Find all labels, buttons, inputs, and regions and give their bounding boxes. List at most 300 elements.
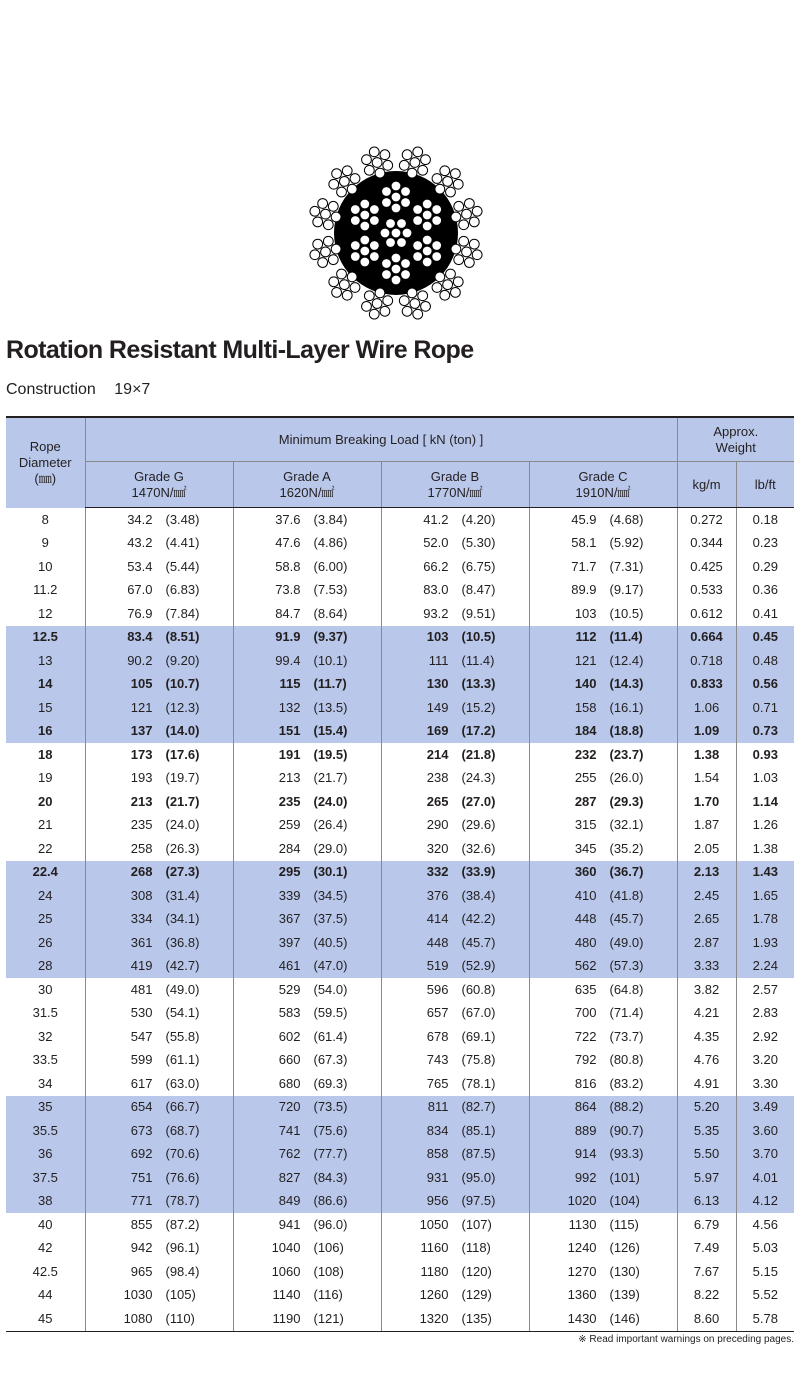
strand-wire bbox=[391, 264, 401, 274]
load-ton-value: (19.5) bbox=[313, 746, 348, 762]
load-ton-value: (78.1) bbox=[461, 1075, 496, 1091]
load-ton-value: (14.3) bbox=[609, 676, 644, 692]
load-ton-value: (83.2) bbox=[609, 1075, 644, 1091]
strand-wire bbox=[422, 199, 432, 209]
grade-c-load-cell bbox=[529, 908, 677, 932]
grade-a-load-cell bbox=[233, 1166, 381, 1190]
grade-c-load-cell bbox=[529, 1166, 677, 1190]
load-ton-value: (61.1) bbox=[165, 1052, 200, 1068]
load-ton-value: (55.8) bbox=[165, 1028, 200, 1044]
load-kn-value: 700 bbox=[574, 1005, 597, 1021]
grade-g-load-cell bbox=[85, 1143, 233, 1167]
strand-wire bbox=[422, 235, 432, 245]
strand-wire bbox=[339, 280, 349, 290]
grade-g-load-cell bbox=[85, 1260, 233, 1284]
grade-b-load-cell bbox=[381, 579, 529, 603]
load-ton-value: (64.8) bbox=[609, 981, 644, 997]
construction-label: Construction bbox=[6, 381, 96, 398]
grade-a-load-cell bbox=[233, 579, 381, 603]
load-ton-value: (82.7) bbox=[461, 1099, 496, 1115]
weight-lb-per-ft-cell: 3.70 bbox=[736, 1143, 794, 1167]
rope-diameter-cell: 28 bbox=[6, 955, 85, 979]
load-kn-value: 339 bbox=[278, 887, 301, 903]
load-kn-value: 811 bbox=[427, 1099, 449, 1115]
load-kn-value: 360 bbox=[574, 864, 597, 880]
load-kn-value: 37.6 bbox=[275, 511, 301, 527]
grade-b-load-cell bbox=[381, 1284, 529, 1308]
strand-wire bbox=[339, 176, 349, 186]
weight-kg-per-m-cell: 0.344 bbox=[677, 532, 736, 556]
grade-b-load-cell bbox=[381, 508, 529, 532]
strand-wire bbox=[360, 210, 370, 220]
grade-c-load-cell bbox=[529, 1143, 677, 1167]
strand-wire bbox=[337, 187, 347, 197]
load-ton-value: (87.5) bbox=[461, 1146, 496, 1162]
load-ton-value: (60.8) bbox=[461, 981, 496, 997]
strand-wire bbox=[364, 291, 374, 301]
grade-g-load-cell bbox=[85, 1119, 233, 1143]
load-ton-value: (16.1) bbox=[609, 699, 644, 715]
load-kn-value: 93.2 bbox=[423, 605, 449, 621]
load-kn-value: 235 bbox=[278, 793, 301, 809]
grade-g-load-cell bbox=[85, 673, 233, 697]
weight-kg-per-m-cell: 5.35 bbox=[677, 1119, 736, 1143]
table-row bbox=[6, 790, 794, 814]
load-ton-value: (96.1) bbox=[165, 1240, 200, 1256]
table-row bbox=[6, 1096, 794, 1120]
strand-wire bbox=[391, 228, 401, 238]
grade-c-load-cell bbox=[529, 1002, 677, 1026]
grade-c-load-cell bbox=[529, 532, 677, 556]
load-ton-value: (34.5) bbox=[313, 887, 348, 903]
load-kn-value: 941 bbox=[278, 1216, 301, 1232]
load-kn-value: 1180 bbox=[420, 1263, 449, 1279]
grade-a-load-cell bbox=[233, 978, 381, 1002]
weight-lb-per-ft-cell: 2.57 bbox=[736, 978, 794, 1002]
weight-lb-per-ft-cell: 1.03 bbox=[736, 767, 794, 791]
load-kn-value: 992 bbox=[574, 1169, 597, 1185]
load-kn-value: 792 bbox=[574, 1052, 597, 1068]
strand-wire bbox=[413, 252, 423, 262]
rope-diameter-cell: 35 bbox=[6, 1096, 85, 1120]
load-ton-value: (45.7) bbox=[609, 911, 644, 927]
load-ton-value: (101) bbox=[609, 1169, 640, 1185]
load-ton-value: (6.00) bbox=[313, 558, 348, 574]
weight-lb-per-ft-cell: 3.49 bbox=[736, 1096, 794, 1120]
grade-b-load-cell bbox=[381, 837, 529, 861]
rope-diameter-cell: 12 bbox=[38, 605, 53, 621]
load-kn-value: 889 bbox=[574, 1122, 597, 1138]
strand-wire bbox=[350, 216, 360, 226]
weight-kg-per-m-cell: 4.76 bbox=[677, 1049, 736, 1073]
load-kn-value: 376 bbox=[426, 887, 449, 903]
load-ton-value: (37.5) bbox=[313, 911, 348, 927]
load-kn-value: 99.4 bbox=[275, 652, 301, 668]
load-ton-value: (18.8) bbox=[609, 723, 644, 739]
strand-wire bbox=[432, 283, 442, 293]
load-ton-value: (49.0) bbox=[165, 981, 200, 997]
load-kn-value: 213 bbox=[130, 793, 153, 809]
grade-b-load-cell bbox=[381, 1166, 529, 1190]
strand-wire bbox=[369, 309, 379, 319]
strand-wire bbox=[402, 306, 412, 316]
grade-a-load-cell bbox=[233, 908, 381, 932]
table-row bbox=[6, 626, 794, 650]
strand-wire bbox=[410, 299, 420, 309]
rope-diameter-cell: 15 bbox=[6, 696, 85, 720]
table-row bbox=[6, 602, 794, 626]
table-row bbox=[6, 814, 794, 838]
load-ton-value: (8.47) bbox=[461, 582, 496, 598]
weight-lb-per-ft-cell: 1.14 bbox=[736, 790, 794, 814]
grade-g-load-cell bbox=[85, 1213, 233, 1237]
grade-c-load-cell bbox=[529, 837, 677, 861]
grade-g-load-cell bbox=[85, 908, 233, 932]
grade-g-load-cell bbox=[85, 602, 233, 626]
load-kn-value: 315 bbox=[574, 817, 597, 833]
load-kn-value: 332 bbox=[426, 864, 449, 880]
load-kn-value: 741 bbox=[278, 1122, 301, 1138]
load-kn-value: 308 bbox=[130, 887, 153, 903]
strand-wire bbox=[386, 238, 396, 248]
rope-diameter-cell: 38 bbox=[6, 1190, 85, 1214]
strand-wire bbox=[350, 283, 360, 293]
weight-lb-per-ft-cell: 0.36 bbox=[736, 579, 794, 603]
grade-b-load-cell bbox=[381, 790, 529, 814]
load-kn-value: 112 bbox=[575, 629, 597, 645]
grade-a-load-cell bbox=[233, 1237, 381, 1261]
load-ton-value: (17.6) bbox=[165, 746, 200, 762]
rope-diameter-cell: 32 bbox=[38, 1028, 53, 1044]
weight-lb-per-ft-cell: 0.73 bbox=[736, 720, 794, 744]
rope-cross-section-diagram bbox=[303, 140, 489, 326]
load-ton-value: (105) bbox=[165, 1287, 196, 1303]
wire-rope-spec-table bbox=[6, 416, 794, 1332]
load-ton-value: (15.2) bbox=[461, 699, 496, 715]
grade-a-load-cell bbox=[233, 532, 381, 556]
load-kn-value: 361 bbox=[130, 934, 153, 950]
load-ton-value: (10.5) bbox=[461, 629, 496, 645]
load-ton-value: (4.41) bbox=[165, 535, 200, 551]
table-row bbox=[6, 1307, 794, 1331]
load-ton-value: (61.4) bbox=[313, 1028, 348, 1044]
load-kn-value: 562 bbox=[574, 958, 597, 974]
rope-diameter-cell: 11.2 bbox=[33, 582, 58, 598]
load-ton-value: (80.8) bbox=[609, 1052, 644, 1068]
table-row bbox=[6, 1190, 794, 1214]
load-ton-value: (24.0) bbox=[165, 817, 200, 833]
table-row bbox=[6, 555, 794, 579]
load-ton-value: (36.8) bbox=[165, 934, 200, 950]
load-ton-value: (24.3) bbox=[461, 770, 496, 786]
weight-kg-per-m-cell: 7.49 bbox=[677, 1237, 736, 1261]
load-kn-value: 678 bbox=[426, 1028, 449, 1044]
strand-wire bbox=[464, 258, 474, 268]
grade-g-load-cell bbox=[85, 508, 233, 532]
construction-info bbox=[6, 381, 150, 399]
weight-lb-per-ft-cell: 0.29 bbox=[736, 555, 794, 579]
load-ton-value: (10.5) bbox=[609, 605, 644, 621]
load-kn-value: 480 bbox=[574, 934, 597, 950]
strand-wire bbox=[401, 270, 411, 280]
load-kn-value: 1080 bbox=[123, 1310, 153, 1326]
weight-kg-per-m-cell: 4.35 bbox=[677, 1025, 736, 1049]
load-kn-value: 1140 bbox=[272, 1287, 301, 1303]
load-ton-value: (107) bbox=[461, 1216, 492, 1232]
load-ton-value: (4.68) bbox=[609, 511, 644, 527]
load-ton-value: (13.3) bbox=[461, 676, 496, 692]
grade-c-load-cell bbox=[529, 861, 677, 885]
strand-wire bbox=[380, 228, 390, 238]
load-ton-value: (11.7) bbox=[313, 676, 347, 692]
grade-c-load-cell bbox=[529, 673, 677, 697]
load-ton-value: (115) bbox=[609, 1216, 639, 1232]
load-kn-value: 214 bbox=[426, 746, 449, 762]
load-ton-value: (4.20) bbox=[461, 511, 496, 527]
load-ton-value: (11.4) bbox=[609, 629, 643, 645]
grade-c-load-cell bbox=[529, 955, 677, 979]
grade-c-load-cell bbox=[529, 790, 677, 814]
strand-wire bbox=[401, 259, 411, 269]
strand-wire bbox=[407, 288, 417, 298]
strand-wire bbox=[383, 296, 393, 306]
load-kn-value: 76.9 bbox=[127, 605, 153, 621]
load-kn-value: 213 bbox=[278, 770, 301, 786]
load-kn-value: 692 bbox=[130, 1146, 153, 1162]
load-ton-value: (68.7) bbox=[165, 1122, 200, 1138]
grade-b-load-cell bbox=[381, 861, 529, 885]
grade-a-load-cell bbox=[233, 955, 381, 979]
load-ton-value: (57.3) bbox=[609, 958, 644, 974]
weight-kg-per-m-cell: 4.21 bbox=[677, 1002, 736, 1026]
strand-wire bbox=[397, 219, 407, 229]
strand-wire bbox=[469, 217, 479, 227]
grade-a-load-cell bbox=[233, 1213, 381, 1237]
load-kn-value: 410 bbox=[574, 887, 597, 903]
rope-diameter-cell: 25 bbox=[6, 908, 85, 932]
grade-b-load-cell bbox=[381, 814, 529, 838]
weight-lb-per-ft-cell: 0.71 bbox=[736, 696, 794, 720]
grade-c-load-cell bbox=[529, 1049, 677, 1073]
load-kn-value: 414 bbox=[426, 911, 449, 927]
load-kn-value: 617 bbox=[130, 1075, 153, 1091]
weight-lb-per-ft-cell: 3.30 bbox=[736, 1072, 794, 1096]
load-ton-value: (35.2) bbox=[609, 840, 644, 856]
rope-diameter-cell: 18 bbox=[38, 746, 53, 762]
weight-kg-per-m-cell: 2.05 bbox=[677, 837, 736, 861]
grade-g-load-cell bbox=[85, 1166, 233, 1190]
load-ton-value: (21.7) bbox=[165, 793, 200, 809]
rope-diameter-cell: 10 bbox=[38, 558, 53, 574]
grade-a-load-cell bbox=[233, 1260, 381, 1284]
load-kn-value: 83.4 bbox=[127, 629, 153, 645]
strand-wire bbox=[418, 165, 428, 175]
strand-wire bbox=[372, 158, 382, 168]
strand-wire bbox=[375, 168, 385, 178]
rope-diameter-cell: 37.5 bbox=[6, 1166, 85, 1190]
weight-kg-per-m-cell: 2.65 bbox=[677, 908, 736, 932]
strand-wire bbox=[329, 179, 339, 189]
grade-c-load-cell bbox=[529, 1213, 677, 1237]
load-ton-value: (104) bbox=[609, 1193, 640, 1209]
rope-diameter-cell: 36 bbox=[6, 1143, 85, 1167]
grade-g-load-cell bbox=[85, 1025, 233, 1049]
strand-wire bbox=[451, 169, 461, 179]
strand-wire bbox=[443, 176, 453, 186]
load-kn-value: 284 bbox=[278, 840, 301, 856]
weight-kg-per-m-cell: 1.54 bbox=[677, 767, 736, 791]
strand-wire bbox=[413, 205, 423, 215]
weight-kg-per-m-cell: 5.97 bbox=[677, 1166, 736, 1190]
weight-lb-per-ft-cell: 0.45 bbox=[736, 626, 794, 650]
grade-c-load-cell bbox=[529, 1237, 677, 1261]
weight-lb-per-ft-cell: 0.41 bbox=[736, 602, 794, 626]
weight-lb-per-ft-cell: 2.24 bbox=[736, 955, 794, 979]
load-ton-value: (26.4) bbox=[313, 817, 348, 833]
rope-diameter-header: Rope Diameter (㎜) bbox=[6, 417, 85, 508]
strand-wire bbox=[451, 212, 461, 222]
grade-a-load-cell bbox=[233, 602, 381, 626]
rope-diameter-cell: 42.5 bbox=[32, 1263, 58, 1279]
strand-wire bbox=[462, 247, 472, 257]
load-kn-value: 265 bbox=[426, 793, 449, 809]
grade-a-load-cell bbox=[233, 1284, 381, 1308]
rope-diameter-cell: 34 bbox=[38, 1075, 53, 1091]
load-kn-value: 765 bbox=[426, 1075, 449, 1091]
load-kn-value: 191 bbox=[278, 746, 301, 762]
grade-b-header: Grade B 1770N/㎟ bbox=[381, 462, 529, 508]
load-kn-value: 762 bbox=[278, 1146, 301, 1162]
load-ton-value: (29.6) bbox=[461, 817, 496, 833]
load-ton-value: (73.5) bbox=[313, 1099, 348, 1115]
strand-wire bbox=[462, 209, 472, 219]
load-kn-value: 103 bbox=[426, 629, 449, 645]
strand-wire bbox=[391, 203, 401, 213]
table-row bbox=[6, 720, 794, 744]
load-kn-value: 1040 bbox=[271, 1240, 301, 1256]
grade-g-load-cell bbox=[85, 1002, 233, 1026]
strand-wire bbox=[321, 209, 331, 219]
load-kn-value: 130 bbox=[426, 676, 449, 692]
grade-g-load-cell bbox=[85, 814, 233, 838]
weight-lb-per-ft-cell: 0.56 bbox=[736, 673, 794, 697]
load-kn-value: 232 bbox=[574, 746, 597, 762]
grade-b-load-cell bbox=[381, 955, 529, 979]
load-ton-value: (85.1) bbox=[461, 1122, 496, 1138]
strand-wire bbox=[386, 219, 396, 229]
grade-b-load-cell bbox=[381, 1119, 529, 1143]
load-kn-value: 258 bbox=[130, 840, 153, 856]
load-kn-value: 1160 bbox=[420, 1240, 449, 1256]
load-ton-value: (116) bbox=[313, 1287, 343, 1303]
strand-wire bbox=[472, 206, 482, 216]
load-ton-value: (70.6) bbox=[165, 1146, 200, 1162]
load-kn-value: 751 bbox=[130, 1169, 153, 1185]
grade-g-load-cell bbox=[85, 1237, 233, 1261]
load-ton-value: (86.6) bbox=[313, 1193, 348, 1209]
table-row bbox=[6, 532, 794, 556]
load-kn-value: 720 bbox=[278, 1099, 301, 1115]
grade-a-load-cell bbox=[233, 649, 381, 673]
grade-a-load-cell bbox=[233, 790, 381, 814]
load-ton-value: (75.8) bbox=[461, 1052, 496, 1068]
load-ton-value: (24.0) bbox=[313, 793, 348, 809]
load-ton-value: (5.92) bbox=[609, 535, 644, 551]
rope-diameter-cell: 9 bbox=[41, 535, 49, 551]
load-kn-value: 58.1 bbox=[571, 535, 597, 551]
load-ton-value: (14.0) bbox=[165, 723, 200, 739]
grade-g-load-cell bbox=[85, 837, 233, 861]
grade-a-load-cell bbox=[233, 508, 381, 532]
table-row bbox=[6, 1237, 794, 1261]
strand-wire bbox=[443, 280, 453, 290]
load-kn-value: 255 bbox=[574, 770, 597, 786]
load-ton-value: (54.1) bbox=[165, 1005, 200, 1021]
strand-wire bbox=[422, 246, 432, 256]
load-kn-value: 121 bbox=[574, 652, 597, 668]
load-kn-value: 1020 bbox=[567, 1193, 597, 1209]
load-ton-value: (12.4) bbox=[609, 652, 644, 668]
strand-wire bbox=[337, 269, 347, 279]
strand-wire bbox=[432, 174, 442, 184]
table-row bbox=[6, 1213, 794, 1237]
load-ton-value: (30.1) bbox=[313, 864, 348, 880]
strand-wire bbox=[422, 210, 432, 220]
load-kn-value: 140 bbox=[574, 676, 597, 692]
rope-diameter-cell: 8 bbox=[41, 511, 49, 527]
grade-a-load-cell bbox=[233, 1072, 381, 1096]
rope-diameter-cell: 21 bbox=[38, 817, 53, 833]
strand-wire bbox=[399, 160, 409, 170]
weight-lb-per-ft-cell: 0.18 bbox=[736, 508, 794, 532]
rope-diameter-cell: 22.4 bbox=[6, 861, 85, 885]
weight-lb-per-ft-cell: 0.48 bbox=[736, 649, 794, 673]
construction-value: 19×7 bbox=[114, 381, 151, 398]
strand-wire bbox=[391, 192, 401, 202]
load-ton-value: (108) bbox=[313, 1263, 344, 1279]
table-row bbox=[6, 1143, 794, 1167]
weight-kg-per-m-cell: 0.664 bbox=[677, 626, 736, 650]
load-ton-value: (26.0) bbox=[609, 770, 644, 786]
load-kn-value: 419 bbox=[130, 958, 153, 974]
grade-b-load-cell bbox=[381, 908, 529, 932]
grade-b-load-cell bbox=[381, 1307, 529, 1331]
strand-wire bbox=[432, 205, 442, 215]
grade-g-load-cell bbox=[85, 931, 233, 955]
strand-wire bbox=[347, 272, 357, 282]
grade-g-header: Grade G 1470N/㎟ bbox=[85, 462, 233, 508]
rope-diameter-cell: 26 bbox=[6, 931, 85, 955]
load-kn-value: 67.0 bbox=[127, 582, 153, 598]
weight-lb-per-ft-cell: 5.52 bbox=[736, 1284, 794, 1308]
table-row bbox=[6, 696, 794, 720]
strand-wire bbox=[435, 184, 445, 194]
grade-g-load-cell bbox=[85, 861, 233, 885]
load-ton-value: (52.9) bbox=[461, 958, 496, 974]
rope-diameter-cell: 24 bbox=[6, 884, 85, 908]
strand-wire bbox=[451, 244, 461, 254]
grade-g-load-cell bbox=[85, 720, 233, 744]
load-kn-value: 71.7 bbox=[571, 558, 597, 574]
grade-b-load-cell bbox=[381, 673, 529, 697]
grade-g-load-cell bbox=[85, 532, 233, 556]
weight-kg-per-m-cell: 1.87 bbox=[677, 814, 736, 838]
weight-kg-per-m-cell: 3.33 bbox=[677, 955, 736, 979]
load-kn-value: 1190 bbox=[272, 1310, 301, 1326]
load-kn-value: 481 bbox=[130, 981, 153, 997]
strand-wire bbox=[435, 272, 445, 282]
load-ton-value: (21.8) bbox=[461, 746, 496, 762]
